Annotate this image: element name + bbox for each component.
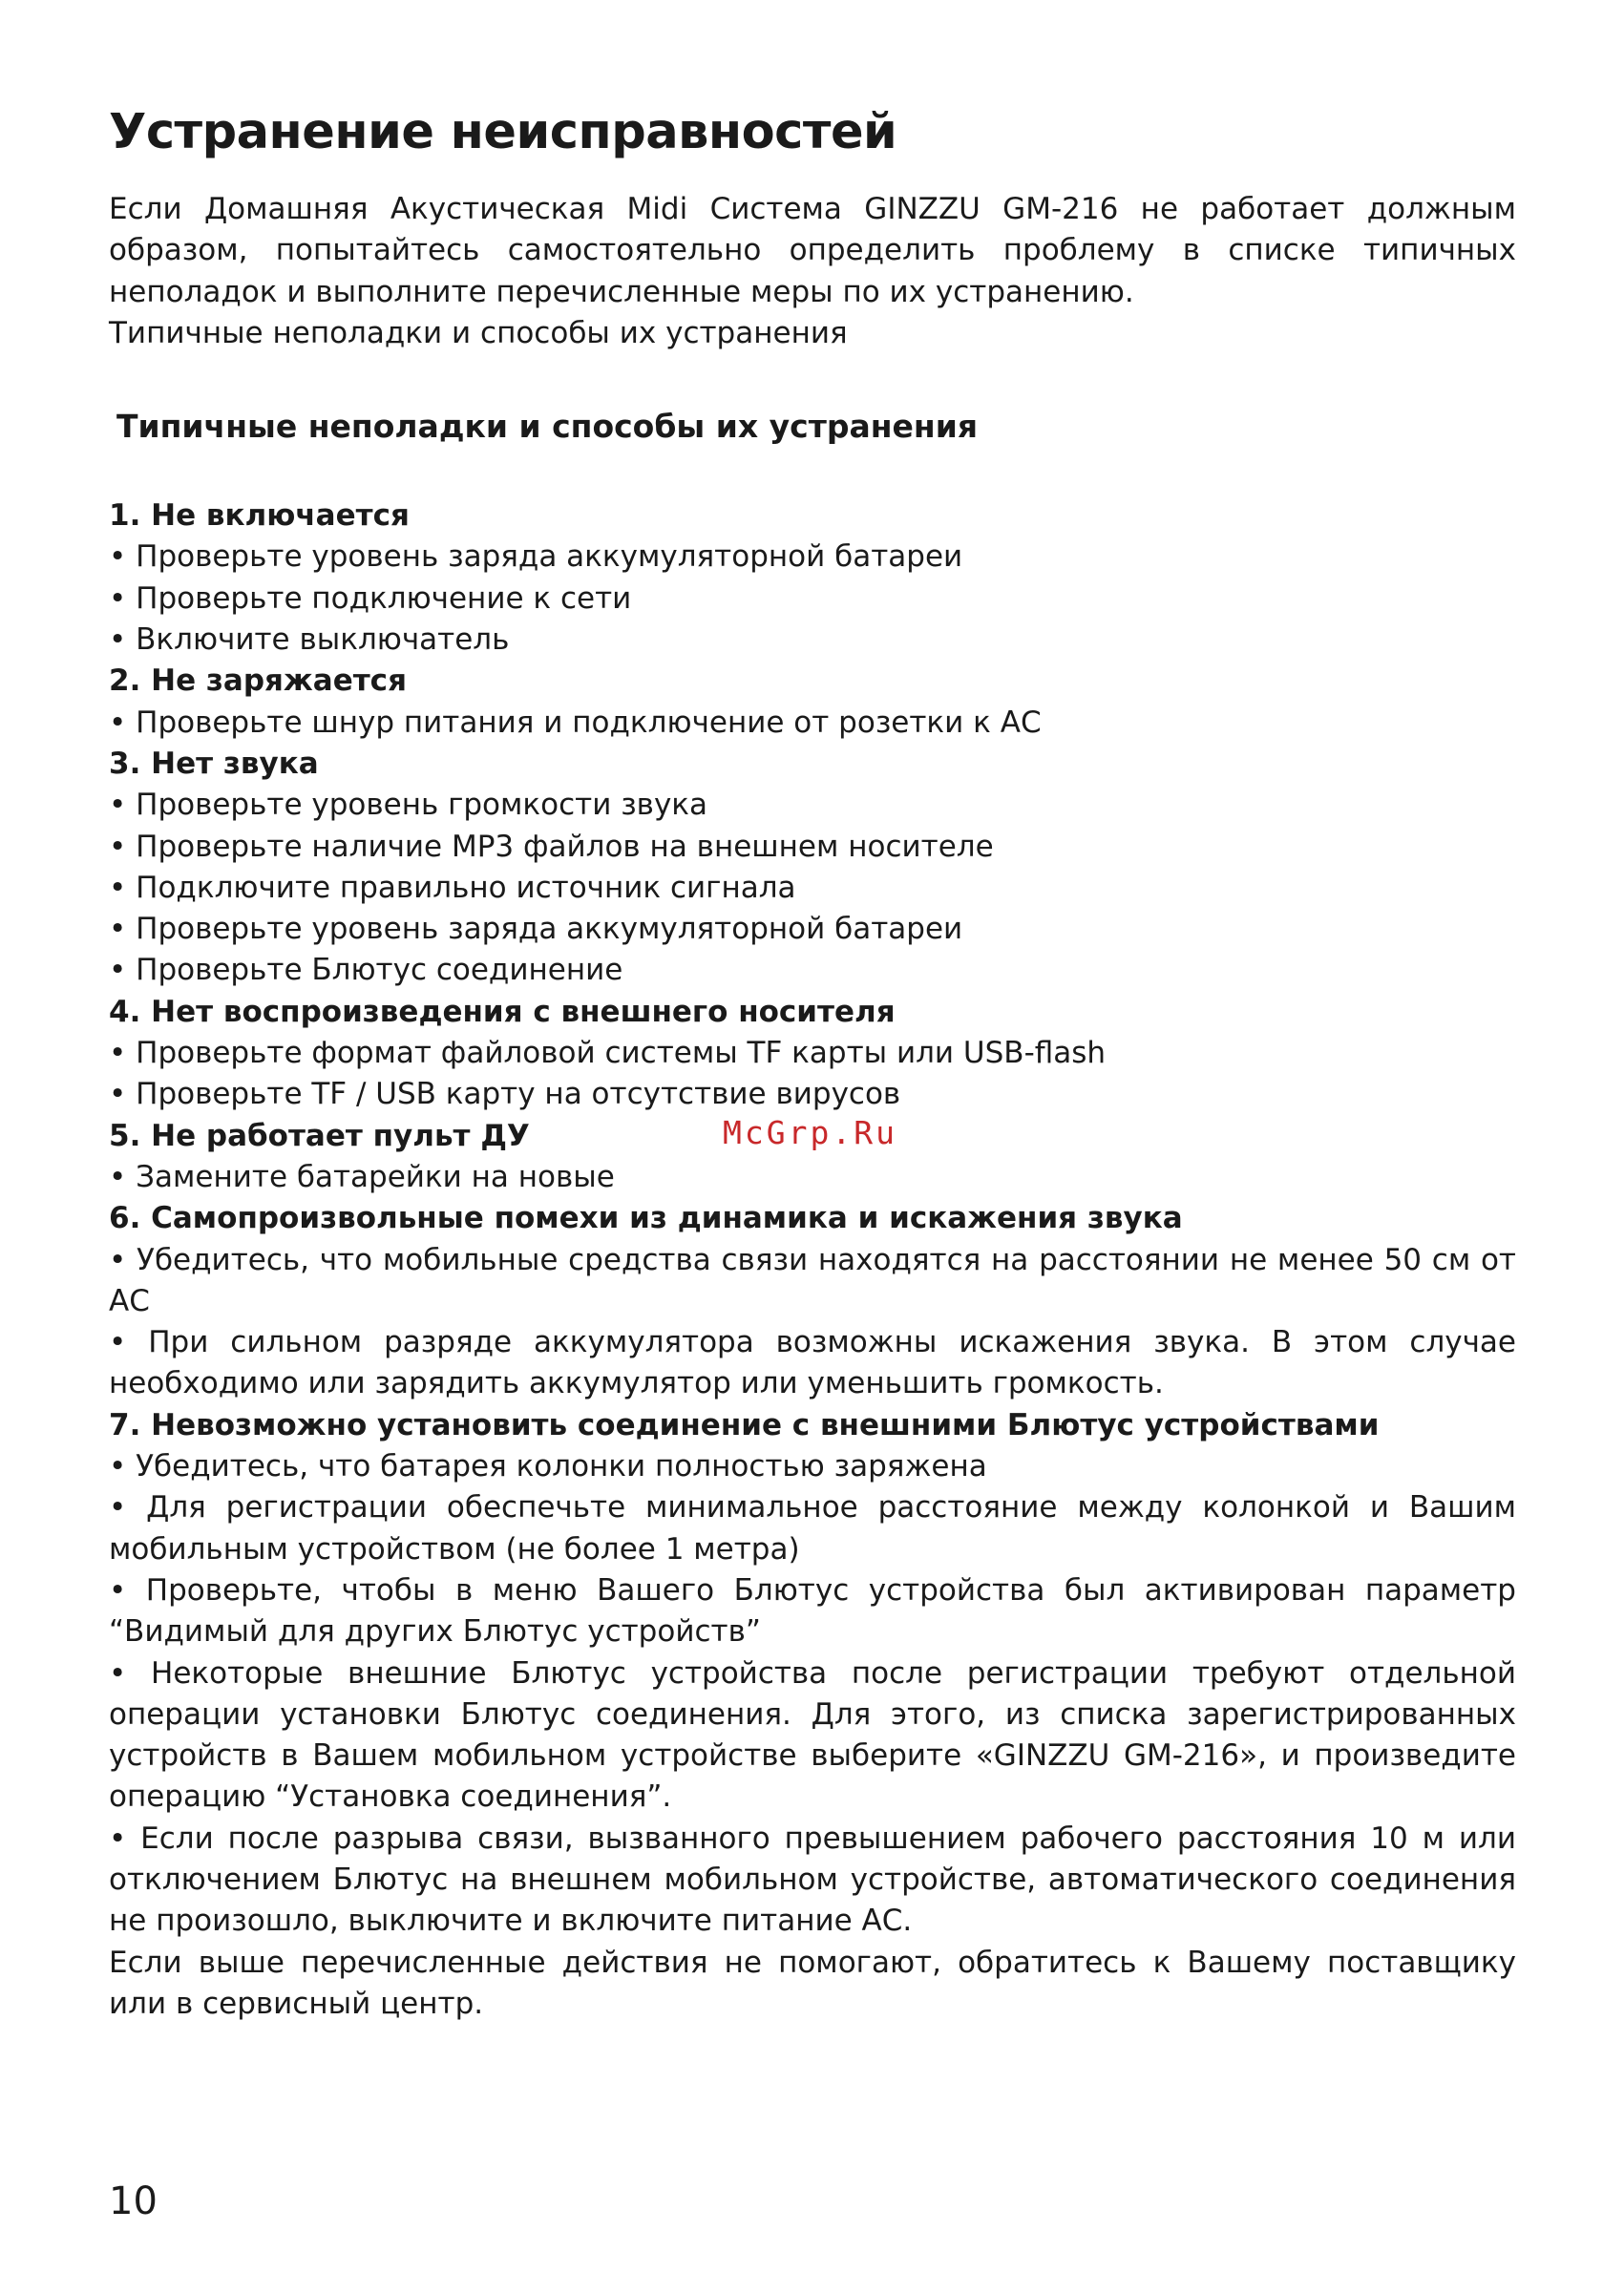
issue-bullet: • Проверьте Блютус соединение (109, 953, 623, 988)
issue-bullet: • Для регистрации обеспечьте минимальное расстояние между колонкой и Вашим мобильным устройством (не более 1 метра) (109, 1490, 1516, 1567)
issue-bullet: • Включите выключатель (109, 622, 510, 658)
issue-bullet: • Проверьте подключение к сети (109, 580, 632, 616)
issue-heading: 7. Невозможно установить соединение с внешними Блютус устройствами (109, 1407, 1380, 1442)
issue-bullet: • Проверьте формат файловой системы TF карты или USB-flash (109, 1036, 1107, 1071)
issue-heading: 3. Нет звука (109, 746, 319, 781)
issue-bullet: • Подключите правильно источник сигнала (109, 870, 796, 905)
issue-bullet: • Проверьте наличие MP3 файлов на внешнем носителе (109, 829, 994, 864)
section-subtitle: Типичные неполадки и способы их устранения (116, 408, 979, 446)
issue-bullet: • Если после разрыва связи, вызванного превышением рабочего расстояния 10 м или отключением Блютус на внешнем мобильном устройстве, автоматического соединения не произошло, выключите и включите питание АС. (109, 1821, 1516, 1939)
issue-bullet: • Проверьте TF / USB карту на отсутствие вирусов (109, 1077, 901, 1112)
issue-3 (109, 744, 1516, 992)
issue-4 (109, 992, 1516, 1116)
page-number: 10 (109, 2179, 158, 2223)
issue-heading: 1. Не включается (109, 498, 410, 534)
page-title: Устранение неисправностей (109, 104, 897, 160)
issue-heading: 6. Самопроизвольные помехи из динамика и искажения звука (109, 1201, 1183, 1236)
intro-paragraph (109, 189, 1516, 354)
issue-bullet: • Проверьте шнур питания и подключение от розетки к АС (109, 705, 1042, 740)
issue-bullet: • Проверьте, чтобы в меню Вашего Блютус устройства был активирован параметр “Видимый для других Блютус устройств” (109, 1572, 1516, 1650)
watermark: McGrp.Ru (723, 1114, 897, 1151)
issue-6 (109, 1198, 1516, 1404)
issue-heading: 2. Не заряжается (109, 663, 407, 699)
closing-paragraph: Если выше перечисленные действия не помогают, обратитесь к Вашему поставщику или в сервисный центр. (109, 1945, 1516, 2021)
issue-7 (109, 1405, 1516, 1943)
issues-list (109, 495, 1516, 2025)
intro-line: Типичные неполадки и способы их устранения (109, 315, 848, 350)
issue-bullet: • Проверьте уровень громкости звука (109, 788, 708, 823)
issue-bullet: • Некоторые внешние Блютус устройства после регистрации требуют отдельной операции установки Блютус соединения. Для этого, из списка зарегистрированных устройств в Вашем мобильном устройстве выберите «GINZZU GM-216», и произведите операцию “Установка соединения”. (109, 1655, 1516, 1815)
issue-1 (109, 495, 1516, 661)
intro-line: Если Домашняя Акустическая Midi Система GINZZU GM-216 не работает должным образом, попытайтесь самостоятельно определить проблему в списке типичных неполадок и выполните перечисленные меры по их устранению. (109, 192, 1516, 309)
page-content (109, 189, 1516, 2025)
issue-bullet: • Проверьте уровень заряда аккумуляторной батареи (109, 912, 963, 947)
issue-heading: 5. Не работает пульт ДУ (109, 1118, 530, 1153)
issue-bullet: • Замените батарейки на новые (109, 1159, 615, 1194)
issue-bullet: • Убедитесь, что батарея колонки полностью заряжена (109, 1449, 987, 1484)
issue-bullet: • При сильном разряде аккумулятора возможны искажения звука. В этом случае необходимо или зарядить аккумулятор или уменьшить громкость. (109, 1325, 1516, 1401)
issue-heading: 4. Нет воспроизведения с внешнего носителя (109, 994, 896, 1029)
issue-bullet: • Убедитесь, что мобильные средства связи находятся на расстоянии не менее 50 см от АС (109, 1242, 1516, 1318)
issue-2 (109, 661, 1516, 744)
issue-bullet: • Проверьте уровень заряда аккумуляторной батареи (109, 539, 963, 575)
